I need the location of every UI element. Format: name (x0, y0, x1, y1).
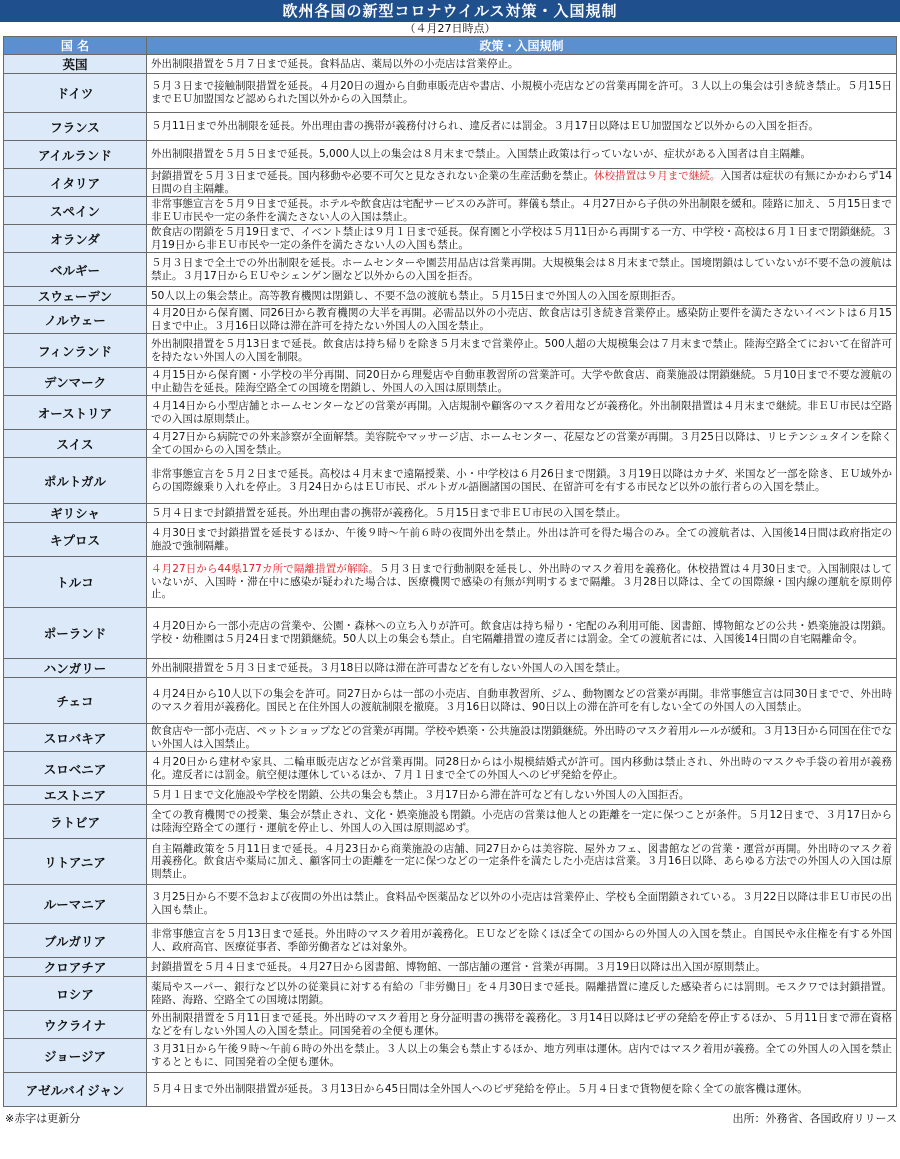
country-cell: ドイツ (4, 74, 147, 113)
table-row (4, 141, 897, 169)
policy-text: ４月30日まで封鎖措置を延長するほか、午後９時～午前６時の夜間外出を禁止。外出は許可を得た場合のみ。全ての渡航者は、入国後14日間は政府指定の施設で強制隔離。 (151, 526, 892, 552)
country-cell: スロベニア (4, 752, 147, 786)
policy-cell (147, 608, 897, 659)
country-cell: ギリシャ (4, 504, 147, 523)
footnote: ※赤字は更新分 (5, 1112, 81, 1125)
policy-text: ４月20日から一部小売店の営業や、公園・森林への立ち入りが許可。飲食店は持ち帰り・宅配のみ利用可能、図書館、博物館などの公共・娯楽施設は閉鎖。学校・幼稚園は５月24日まで閉鎖継続。50人以上の集会も禁止。自宅隔離措置の違反者には罰金。全ての渡航者には、入国後14日間の自宅隔離命令。 (151, 620, 892, 645)
policy-text: 外出制限措置を５月５日まで延長。5,000人以上の集会は８月末まで禁止。入国禁止政策は行っていないが、症状がある入国者は自主隔離。 (151, 148, 812, 161)
country-cell: クロアチア (4, 958, 147, 977)
country-cell: オランダ (4, 225, 147, 253)
table-row (4, 1073, 897, 1107)
policy-cell (147, 225, 897, 253)
policy-cell (147, 659, 897, 678)
policy-cell (147, 74, 897, 113)
table-row (4, 786, 897, 805)
policy-cell (147, 504, 897, 523)
country-cell: ジョージア (4, 1039, 147, 1073)
country-cell: ポルトガル (4, 458, 147, 504)
policy-cell (147, 523, 897, 557)
policy-cell (147, 458, 897, 504)
table-row (4, 55, 897, 74)
country-cell: ウクライナ (4, 1011, 147, 1039)
table-row (4, 334, 897, 368)
policy-text: 外出制限措置を５月７日まで延長。食料品店、薬局以外の小売店は営業停止。 (151, 57, 519, 70)
table-row (4, 396, 897, 430)
table-row (4, 253, 897, 287)
policy-text: 外出制限措置を５月13日まで延長。飲食店は持ち帰りを除き５月末まで営業停止。500人超の大規模集会は７月末まで禁止。陸海空路全てにおいて在留許可を持たない外国人の入国を制限。 (151, 337, 892, 363)
policy-text: 外出制限措置を５月３日まで延長。３月18日以降は滞在許可書などを有しない外国人の入国を禁止。 (151, 661, 627, 674)
table-row (4, 287, 897, 306)
table-row (4, 368, 897, 396)
policy-update-text: 休校措置は９月まで継続。 (593, 169, 721, 182)
country-cell: スロバキア (4, 724, 147, 752)
country-cell: ベルギー (4, 253, 147, 287)
policy-cell (147, 306, 897, 334)
country-cell: アゼルバイジャン (4, 1073, 147, 1107)
policy-cell (147, 1073, 897, 1107)
date-label: （４月27日時点） (404, 22, 496, 35)
header-country: 国 名 (4, 37, 147, 55)
country-cell: スウェーデン (4, 287, 147, 306)
policy-text: 入国者は症状の有無にかかわらず14日間の自主隔離。 (151, 169, 892, 195)
policy-cell (147, 1011, 897, 1039)
policy-text: ５月11日まで外出制限を延長。外出理由書の携帯が義務付けられ、違反者には罰金。３月17日以降はＥＵ加盟国など以外からの入国を拒否。 (151, 120, 819, 133)
table-body (4, 55, 897, 1107)
table-row (4, 113, 897, 141)
policy-text: ３月25日から不要不急および夜間の外出は禁止。食料品や医薬品など以外の小売店は営業停止、学校も全面閉鎖されている。３月22日以降は非ＥＵ市民の出入国も禁止。 (151, 891, 892, 916)
table-row (4, 924, 897, 958)
table-row (4, 659, 897, 678)
table-row (4, 504, 897, 523)
policy-cell (147, 1039, 897, 1073)
table-row (4, 885, 897, 924)
policy-text: 封鎖措置を５月４日まで延長。４月27日から図書館、博物館、一部店舗の運営・営業が再開。３月19日以降は出入国が原則禁止。 (151, 960, 766, 973)
table-row (4, 458, 897, 504)
policy-text: ４月20日から保育園、同26日から教育機関の大半を再開。必需品以外の小売店、飲食店は引き続き営業停止。感染防止要件を満たさないイベントは６月15日まで中止。３月16日以降は滞在許可を持たない外国人の入国を禁止。 (151, 306, 892, 332)
table-row (4, 608, 897, 659)
policy-cell (147, 113, 897, 141)
policy-text: 飲食店の閉鎖を５月19日まで、イベント禁止は９月１日まで延長。保育園と小学校は５月11日から再開する一方、中学校・高校は６月１日まで閉鎖継続。３月19日から非ＥＵ市民や一定の条件を満たさない人の入国も禁止。 (151, 225, 892, 251)
country-cell: スイス (4, 430, 147, 458)
policy-text: 自主隔離政策を５月11日まで延長。４月23日から商業施設の店舗、同27日からは美容院、屋外カフェ、図書館などの営業・運営が再開。外出時のマスク着用義務化。飲食店や薬局に加え、顧客同士の距離を一定に保つなどの一定条件を満たした小売店は営業。３月16日以降、あらゆる方法での外国人の入国は原則禁止。 (151, 842, 892, 880)
country-cell: リトアニア (4, 839, 147, 885)
table-row (4, 678, 897, 724)
policy-cell (147, 958, 897, 977)
policy-cell (147, 724, 897, 752)
policy-text: 50人以上の集会禁止。高等教育機関は閉鎖し、不要不急の渡航も禁止。５月15日まで外国人の入国を原則拒否。 (151, 289, 682, 302)
table-row (4, 523, 897, 557)
policy-cell (147, 786, 897, 805)
source-note: 出所：外務省、各国政府リリース (732, 1112, 897, 1125)
policy-cell (147, 141, 897, 169)
policy-text: ５月３日まで接触制限措置を延長。４月20日の週から自動車販売店や書店、小規模小売店などの営業再開を許可。３人以上の集会は引き続き禁止。５月15日までＥＵ加盟国など認められた国以外からの入国禁止。 (151, 80, 892, 105)
table-row (4, 430, 897, 458)
policy-text: ４月14日から小型店舗とホームセンターなどの営業が再開。入店規制や顧客のマスク着用などが義務化。外出制限措置は４月末まで継続。非ＥＵ市民は空路での入国は原則禁止。 (151, 399, 892, 425)
policy-text: 非常事態宣言を５月13日まで延長。外出時のマスク着用が義務化。ＥＵなどを除くほぼ全ての国からの外国人の入国を禁止。自国民や永住権を有する外国人、政府高官、医療従事者、季節労働者などは対象外。 (151, 927, 892, 953)
policy-cell (147, 368, 897, 396)
country-cell: ノルウェー (4, 306, 147, 334)
policy-text: ５月１日まで文化施設や学校を閉鎖、公共の集会も禁止。３月17日から滞在許可など有しない外国人の入国拒否。 (151, 788, 690, 801)
policy-text: 封鎖措置を５月３日まで延長。国内移動や必要不可欠と見なされない企業の生産活動を禁止。 (151, 169, 594, 182)
policy-cell (147, 924, 897, 958)
policy-text: ５月４日まで外出制限措置が延長。３月13日から45日間は全外国人へのビザ発給を停止。５月４日まで貨物便を除く全ての旅客機は運休。 (151, 1083, 808, 1096)
policy-cell (147, 752, 897, 786)
policy-cell (147, 678, 897, 724)
country-cell: チェコ (4, 678, 147, 724)
page-title: 欧州各国の新型コロナウイルス対策・入国規制 (0, 0, 900, 22)
policy-text: ３月31日から午後９時～午前６時の外出を禁止。３人以上の集会も禁止するほか、地方列車は運休。店内ではマスク着用が義務。全ての外国人の入国を禁止するとともに、同国発着の全便も運休。 (151, 1042, 892, 1068)
policy-cell (147, 197, 897, 225)
country-cell: デンマーク (4, 368, 147, 396)
policy-text: ４月24日から10人以下の集会を許可。同27日からは一部の小売店、自動車教習所、ジム、動物園などの営業が再開。非常事態宣言は同30日までで、外出時のマスク着用が義務化。国民と在住外国人の渡航制限を撤廃。３月16日以降は、90日以上の滞在許可を有しない全ての外国人の入国禁止。 (151, 687, 892, 713)
table-row (4, 74, 897, 113)
table-header-row (4, 37, 897, 55)
policy-text: ５月３日まで行動制限を延長し、外出時のマスク着用を義務化。休校措置は４月30日まで。入国制限はしていないが、入国時・滞在中に感染が疑われた場合は、医療機関で感染の有無が判明するまで隔離。３月28日以降は、全ての国際線・国内線の運航を原則停止。 (151, 563, 893, 601)
policy-cell (147, 430, 897, 458)
policy-text: 非常事態宣言を５月９日まで延長。ホテルや飲食店は宅配サービスのみ許可。葬儀も禁止。４月27日から子供の外出制限を緩和。陸路に加え、５月15日まで非ＥＵ市民や一定の条件を満たさない人の入国は禁止。 (151, 197, 892, 223)
country-cell: ロシア (4, 977, 147, 1011)
table-row (4, 752, 897, 786)
policy-cell (147, 253, 897, 287)
policy-text: 飲食店や一部小売店、ペットショップなどの営業が再開。学校や娯楽・公共施設は閉鎖継続。外出時のマスク着用ルールが緩和。３月13日から同国在住でない外国人は入国禁止。 (151, 724, 892, 750)
policy-text: 非常事態宣言を５月２日まで延長。高校は４月末まで遠隔授業、小・中学校は６月26日まで閉鎖。３月19日以降はカナダ、米国など一部を除き、ＥＵ域外からの国際線乗り入れを停止。３月24日からはＥＵ市民、ポルトガル語圏諸国の国民、在留許可を有する市民など以外の旅行者らの入国を禁止。 (151, 467, 892, 493)
policy-text: 薬局やスーパー、銀行など以外の従業員に対する有給の「非労働日」を４月30日まで延長。隔離措置に違反した感染者らには罰則。モスクワでは封鎖措置。陸路、海路、空路全ての国境は閉鎖。 (151, 980, 892, 1006)
table-row (4, 1011, 897, 1039)
policy-cell (147, 287, 897, 306)
policy-cell (147, 334, 897, 368)
footer (0, 1110, 900, 1126)
table-row (4, 169, 897, 197)
country-cell: オーストリア (4, 396, 147, 430)
policy-cell (147, 396, 897, 430)
policy-text: ４月20日から建材や家具、二輪車販売店などが営業再開。同28日からは小規模結婚式が許可。国内移動は禁止され、外出時のマスクや手袋の着用が義務化。違反者には罰金。航空便は運休しているほか、７月１日まで全ての外国人へのビザ発給を停止。 (151, 755, 892, 781)
policy-table (3, 36, 897, 1107)
country-cell: トルコ (4, 557, 147, 608)
policy-text: ５月３日まで全土での外出制限を延長。ホームセンターや園芸用品店は営業再開。大規模集会は８月末まで禁止。国境閉鎖はしていないが不要不急の渡航は禁止。３月17日からＥＵやシェンゲン圏など以外からの入国を拒否。 (151, 256, 892, 282)
country-cell: エストニア (4, 786, 147, 805)
table-row (4, 805, 897, 839)
policy-update-text: ４月27日から44県177カ所で隔離措置が解除。 (151, 563, 379, 576)
policy-cell (147, 55, 897, 74)
country-cell: イタリア (4, 169, 147, 197)
country-cell: アイルランド (4, 141, 147, 169)
policy-cell (147, 977, 897, 1011)
table-row (4, 839, 897, 885)
country-cell: ルーマニア (4, 885, 147, 924)
table-row (4, 1039, 897, 1073)
table-row (4, 557, 897, 608)
country-cell: キプロス (4, 523, 147, 557)
policy-cell (147, 839, 897, 885)
table-row (4, 724, 897, 752)
policy-text: 外出制限措置を５月11日まで延長。外出時のマスク着用と身分証明書の携帯を義務化。３月14日以降はビザの発給を停止するほか、５月11日まで滞在資格などを有しない外国人の入国を禁止。同国発着の全便も運休。 (151, 1011, 892, 1037)
policy-cell (147, 557, 897, 608)
table-row (4, 958, 897, 977)
policy-text: ４月27日から病院での外来診察が全面解禁。美容院やマッサージ店、ホームセンター、花屋などの営業が再開。３月25日以降は、リヒテンシュタインを除く全ての国からの入国を禁止。 (151, 430, 892, 456)
table-row (4, 197, 897, 225)
policy-cell (147, 885, 897, 924)
policy-cell (147, 169, 897, 197)
country-cell: スペイン (4, 197, 147, 225)
country-cell: フランス (4, 113, 147, 141)
country-cell: 英国 (4, 55, 147, 74)
country-cell: ハンガリー (4, 659, 147, 678)
table-row (4, 225, 897, 253)
policy-text: 全ての教育機関での授業、集会が禁止され、文化・娯楽施設も閉鎖。小売店の営業は他人との距離を一定に保つことが条件。５月12日まで、３月17日からは陸海空路全ての運行・運航を停止し、外国人の入国は原則認めず。 (151, 808, 892, 834)
policy-text: ５月４日まで封鎖措置を延長。外出理由書の携帯が義務化。５月15日まで非ＥＵ市民の入国を禁止。 (151, 506, 627, 519)
country-cell: ラトビア (4, 805, 147, 839)
policy-text: ４月15日から保育園・小学校の半分再開、同20日から理髪店や自動車教習所の営業許可。大学や飲食店、商業施設は閉鎖継続。５月10日まで不要な渡航の中止勧告を延長。陸海空路全ての国境を閉鎖し、外国人の入国は原則禁止。 (151, 368, 892, 394)
country-cell: フィンランド (4, 334, 147, 368)
table-row (4, 977, 897, 1011)
table-row (4, 306, 897, 334)
country-cell: ポーランド (4, 608, 147, 659)
policy-cell (147, 805, 897, 839)
country-cell: ブルガリア (4, 924, 147, 958)
header-policy: 政策・入国規制 (147, 37, 897, 55)
